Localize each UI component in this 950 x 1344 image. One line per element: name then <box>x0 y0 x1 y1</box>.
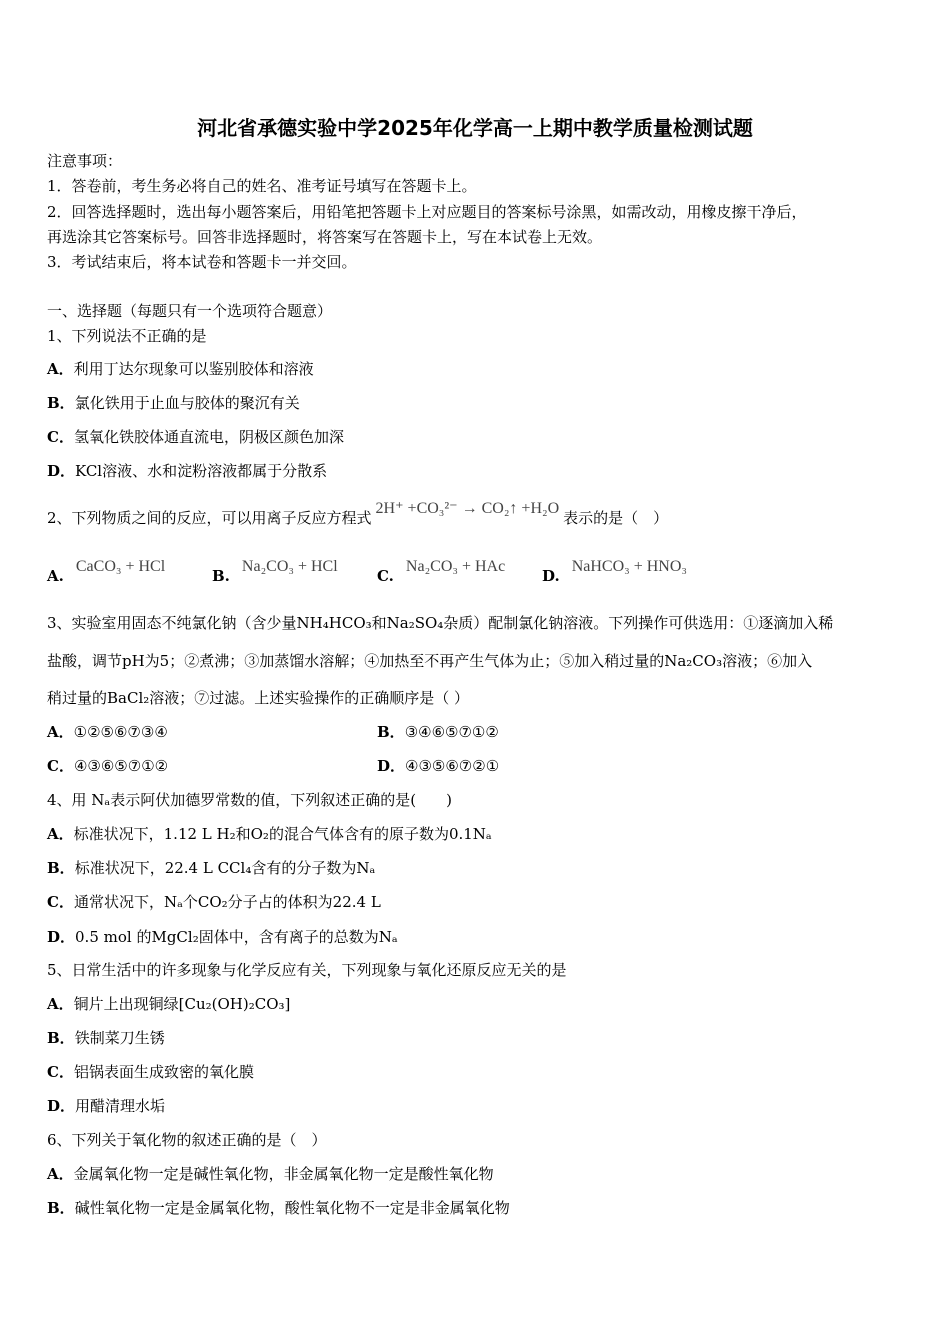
option-b <box>47 858 375 878</box>
option-b <box>47 393 300 413</box>
question-3-line: 盐酸，调节pH为5；②煮沸；③加蒸馏水溶解；④加热至不再产生气体为止；⑤加入稍过量的Na₂CO₃溶液；⑥加入 <box>47 652 813 670</box>
question-6-stem: 6、下列关于氧化物的叙述正确的是（ ） <box>47 1131 327 1149</box>
option-text: NaHCO₃ + HNO₃ <box>571 558 687 575</box>
option-a <box>47 722 168 742</box>
option-b <box>47 1198 510 1218</box>
question-2-stem <box>47 500 669 529</box>
question-5-stem: 5、日常生活中的许多现象与化学反应有关，下列现象与氧化还原反应无关的是 <box>47 961 567 979</box>
option-d <box>542 558 687 587</box>
option-text: Na₂CO₃ + HAc <box>405 558 506 575</box>
option-letter: B． <box>47 1029 75 1047</box>
option-letter: A. <box>47 567 64 585</box>
option-b <box>47 1028 165 1048</box>
option-letter: D． <box>47 928 76 946</box>
option-text: 碱性氧化物一定是金属氧化物，酸性氧化物不一定是非金属氧化物 <box>74 1199 510 1217</box>
option-letter: A． <box>47 995 74 1013</box>
option-letter: B． <box>47 1199 75 1217</box>
option-c <box>47 1062 254 1082</box>
option-d <box>47 461 327 481</box>
option-text: 0.5 mol 的MgCl₂固体中，含有离子的总数为Nₐ <box>75 928 398 946</box>
option-letter: C． <box>47 428 74 446</box>
option-d <box>47 1096 165 1116</box>
option-text: 氢氧化铁胶体通直流电，阴极区颜色加深 <box>73 428 344 446</box>
option-b <box>212 558 338 587</box>
option-text: 铝锅表面生成致密的氧化膜 <box>73 1063 254 1081</box>
option-c <box>47 756 168 776</box>
option-letter: B． <box>47 859 75 877</box>
option-text: KCl溶液、水和淀粉溶液都属于分散系 <box>75 462 328 480</box>
note-line: 3．考试结束后，将本试卷和答题卡一并交回。 <box>47 253 357 271</box>
option-letter: C. <box>377 567 394 585</box>
option-text: 金属氧化物一定是碱性氧化物，非金属氧化物一定是酸性氧化物 <box>73 1165 494 1183</box>
option-a <box>47 824 492 844</box>
option-letter: D． <box>377 757 406 775</box>
option-letter: D． <box>47 462 76 480</box>
option-letter: A． <box>47 723 74 741</box>
question-3-line: 3、实验室用固态不纯氯化钠（含少量NH₄HCO₃和Na₂SO₄杂质）配制氯化钠溶液。下列操作可供选用：①逐滴加入稀 <box>47 614 834 632</box>
option-letter: A． <box>47 360 74 378</box>
option-text: 利用丁达尔现象可以鉴别胶体和溶液 <box>73 360 314 378</box>
question-1-stem: 1、下列说法不正确的是 <box>47 327 207 345</box>
option-c <box>47 427 344 447</box>
option-letter: A． <box>47 1165 74 1183</box>
option-letter: A． <box>47 825 74 843</box>
option-letter: D. <box>542 567 560 585</box>
question-3-line: 稍过量的BaCl₂溶液；⑦过滤。上述实验操作的正确顺序是（ ） <box>47 689 470 707</box>
note-line: 2．回答选择题时，选出每小题答案后，用铅笔把答题卡上对应题目的答案标号涂黑，如需改动，用橡皮擦干净后， <box>47 203 807 221</box>
option-text: 铜片上出现铜绿[Cu₂(OH)₂CO₃] <box>73 995 291 1013</box>
option-a <box>47 359 314 379</box>
option-letter: B． <box>377 723 405 741</box>
option-text: ③④⑥⑤⑦①② <box>404 723 499 741</box>
note-line: 再选涂其它答案标号。回答非选择题时，将答案写在答题卡上，写在本试卷上无效。 <box>47 228 603 246</box>
option-text: 用醋清理水垢 <box>75 1097 166 1115</box>
option-b <box>377 722 499 742</box>
note-line: 1．答卷前，考生务必将自己的姓名、准考证号填写在答题卡上。 <box>47 177 477 195</box>
option-a <box>47 1164 494 1184</box>
ionic-equation: 2H⁺ +CO₃²⁻ → CO₂↑ +H₂O <box>375 500 560 517</box>
option-letter: D． <box>47 1097 76 1115</box>
stem-text: 2、下列物质之间的反应，可以用离子反应方程式 <box>47 509 372 527</box>
option-d <box>377 756 499 776</box>
option-text: Na₂CO₃ + HCl <box>241 558 338 575</box>
notes-heading: 注意事项： <box>47 152 123 170</box>
option-text: ④③⑤⑥⑦②① <box>405 757 500 775</box>
page-title: 河北省承德实验中学2025年化学高一上期中教学质量检测试题 <box>197 116 753 140</box>
option-letter: C． <box>47 893 74 911</box>
stem-end: 表示的是（ ） <box>563 509 669 527</box>
option-letter: B． <box>47 394 75 412</box>
option-text: 标准状况下，1.12 L H₂和O₂的混合气体含有的原子数为0.1Nₐ <box>73 825 492 843</box>
option-text: ④③⑥⑤⑦①② <box>73 757 169 775</box>
option-text: 通常状况下，Nₐ个CO₂分子占的体积为22.4 L <box>73 893 381 911</box>
option-text: ①②⑤⑥⑦③④ <box>73 723 168 741</box>
option-letter: C． <box>47 1063 74 1081</box>
option-a <box>47 994 290 1014</box>
option-text: 氯化铁用于止血与胶体的聚沉有关 <box>74 394 300 412</box>
option-letter: C． <box>47 757 74 775</box>
option-text: 铁制菜刀生锈 <box>74 1029 165 1047</box>
section-heading: 一、选择题（每题只有一个选项符合题意） <box>47 302 333 320</box>
option-letter: B. <box>212 567 230 585</box>
option-a <box>47 558 166 587</box>
option-c <box>377 558 506 587</box>
option-text: CaCO₃ + HCl <box>75 558 166 575</box>
question-4-stem: 4、用 Nₐ表示阿伏加德罗常数的值，下列叙述正确的是( ) <box>47 791 452 809</box>
option-text: 标准状况下，22.4 L CCl₄含有的分子数为Nₐ <box>74 859 376 877</box>
option-c <box>47 892 381 912</box>
option-d <box>47 927 398 947</box>
